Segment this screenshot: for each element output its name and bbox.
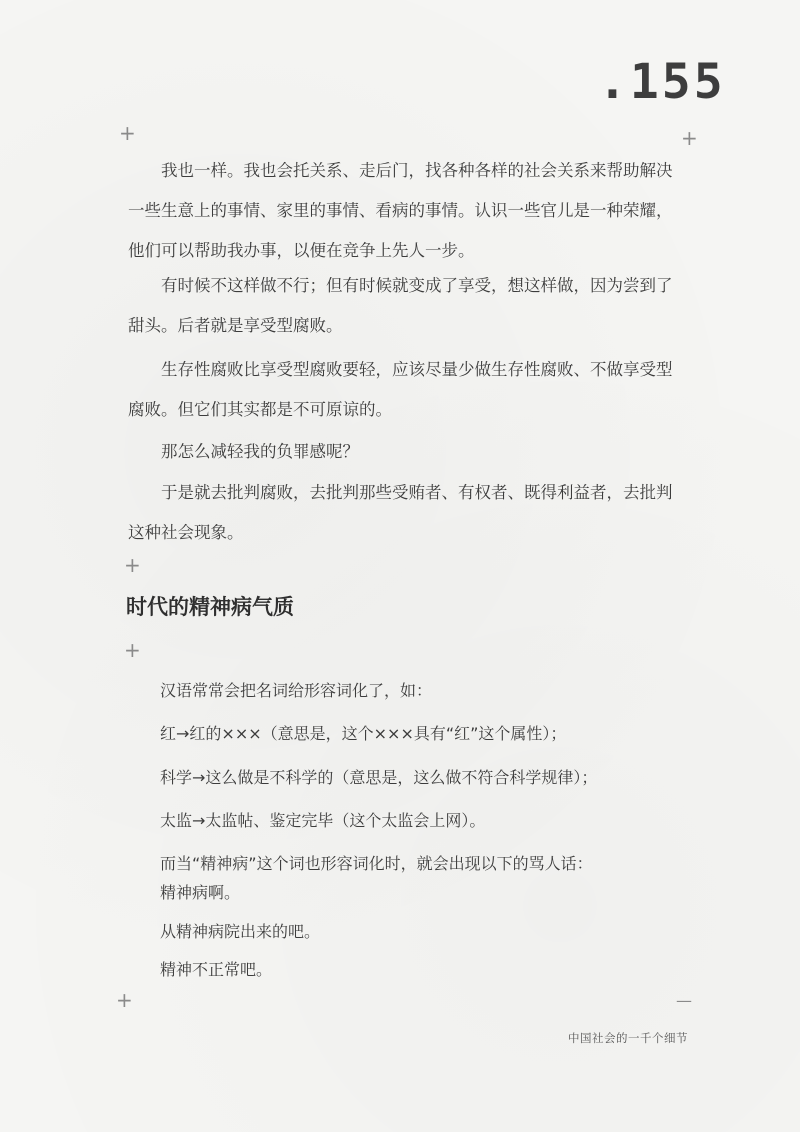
body-line: 精神不正常吧。 <box>160 960 273 979</box>
body-paragraph: 那怎么减轻我的负罪感呢？ <box>161 442 359 461</box>
registration-mark-plus: + <box>124 553 141 577</box>
body-paragraph: 于是就去批判腐败，去批判那些受贿者、有权者、既得利益者，去批判这种社会现象。 <box>128 483 673 542</box>
body-line: 太监→太监帖、鉴定完毕（这个太监会上网）。 <box>160 811 486 830</box>
body-line: 科学→这么做是不科学的（意思是，这么做不符合科学规律）； <box>160 768 598 787</box>
registration-mark-dash: — <box>676 991 692 1010</box>
running-footer: 中国社会的一千个细节 <box>568 1031 688 1045</box>
registration-mark-plus: + <box>119 121 136 145</box>
body-paragraph: 生存性腐败比享受型腐败要轻，应该尽量少做生存性腐败、不做享受型腐败。但它们其实都是不可原谅的。 <box>128 360 673 419</box>
registration-mark-plus: + <box>681 126 698 150</box>
body-line: 汉语常常会把名词给形容词化了，如： <box>160 681 433 700</box>
registration-mark-plus: + <box>116 988 133 1012</box>
page-number: .155 <box>598 54 726 110</box>
body-line: 从精神病院出来的吧。 <box>160 922 321 941</box>
body-line: 红→红的×××（意思是，这个×××具有“红”这个属性）； <box>160 724 567 743</box>
body-line: 精神病啊。 <box>160 883 241 902</box>
body-line: 而当“精神病”这个词也形容词化时，就会出现以下的骂人话： <box>160 854 593 873</box>
body-paragraph: 我也一样。我也会托关系、走后门，找各种各样的社会关系来帮助解决一些生意上的事情、家里的事情、看病的事情。认识一些官儿是一种荣耀，他们可以帮助我办事，以便在竞争上先人一步。 <box>128 161 673 260</box>
registration-mark-plus: + <box>124 638 141 662</box>
body-paragraph: 有时候不这样做不行；但有时候就变成了享受，想这样做，因为尝到了甜头。后者就是享受型腐败。 <box>128 276 673 335</box>
section-heading: 时代的精神病气质 <box>126 595 294 619</box>
